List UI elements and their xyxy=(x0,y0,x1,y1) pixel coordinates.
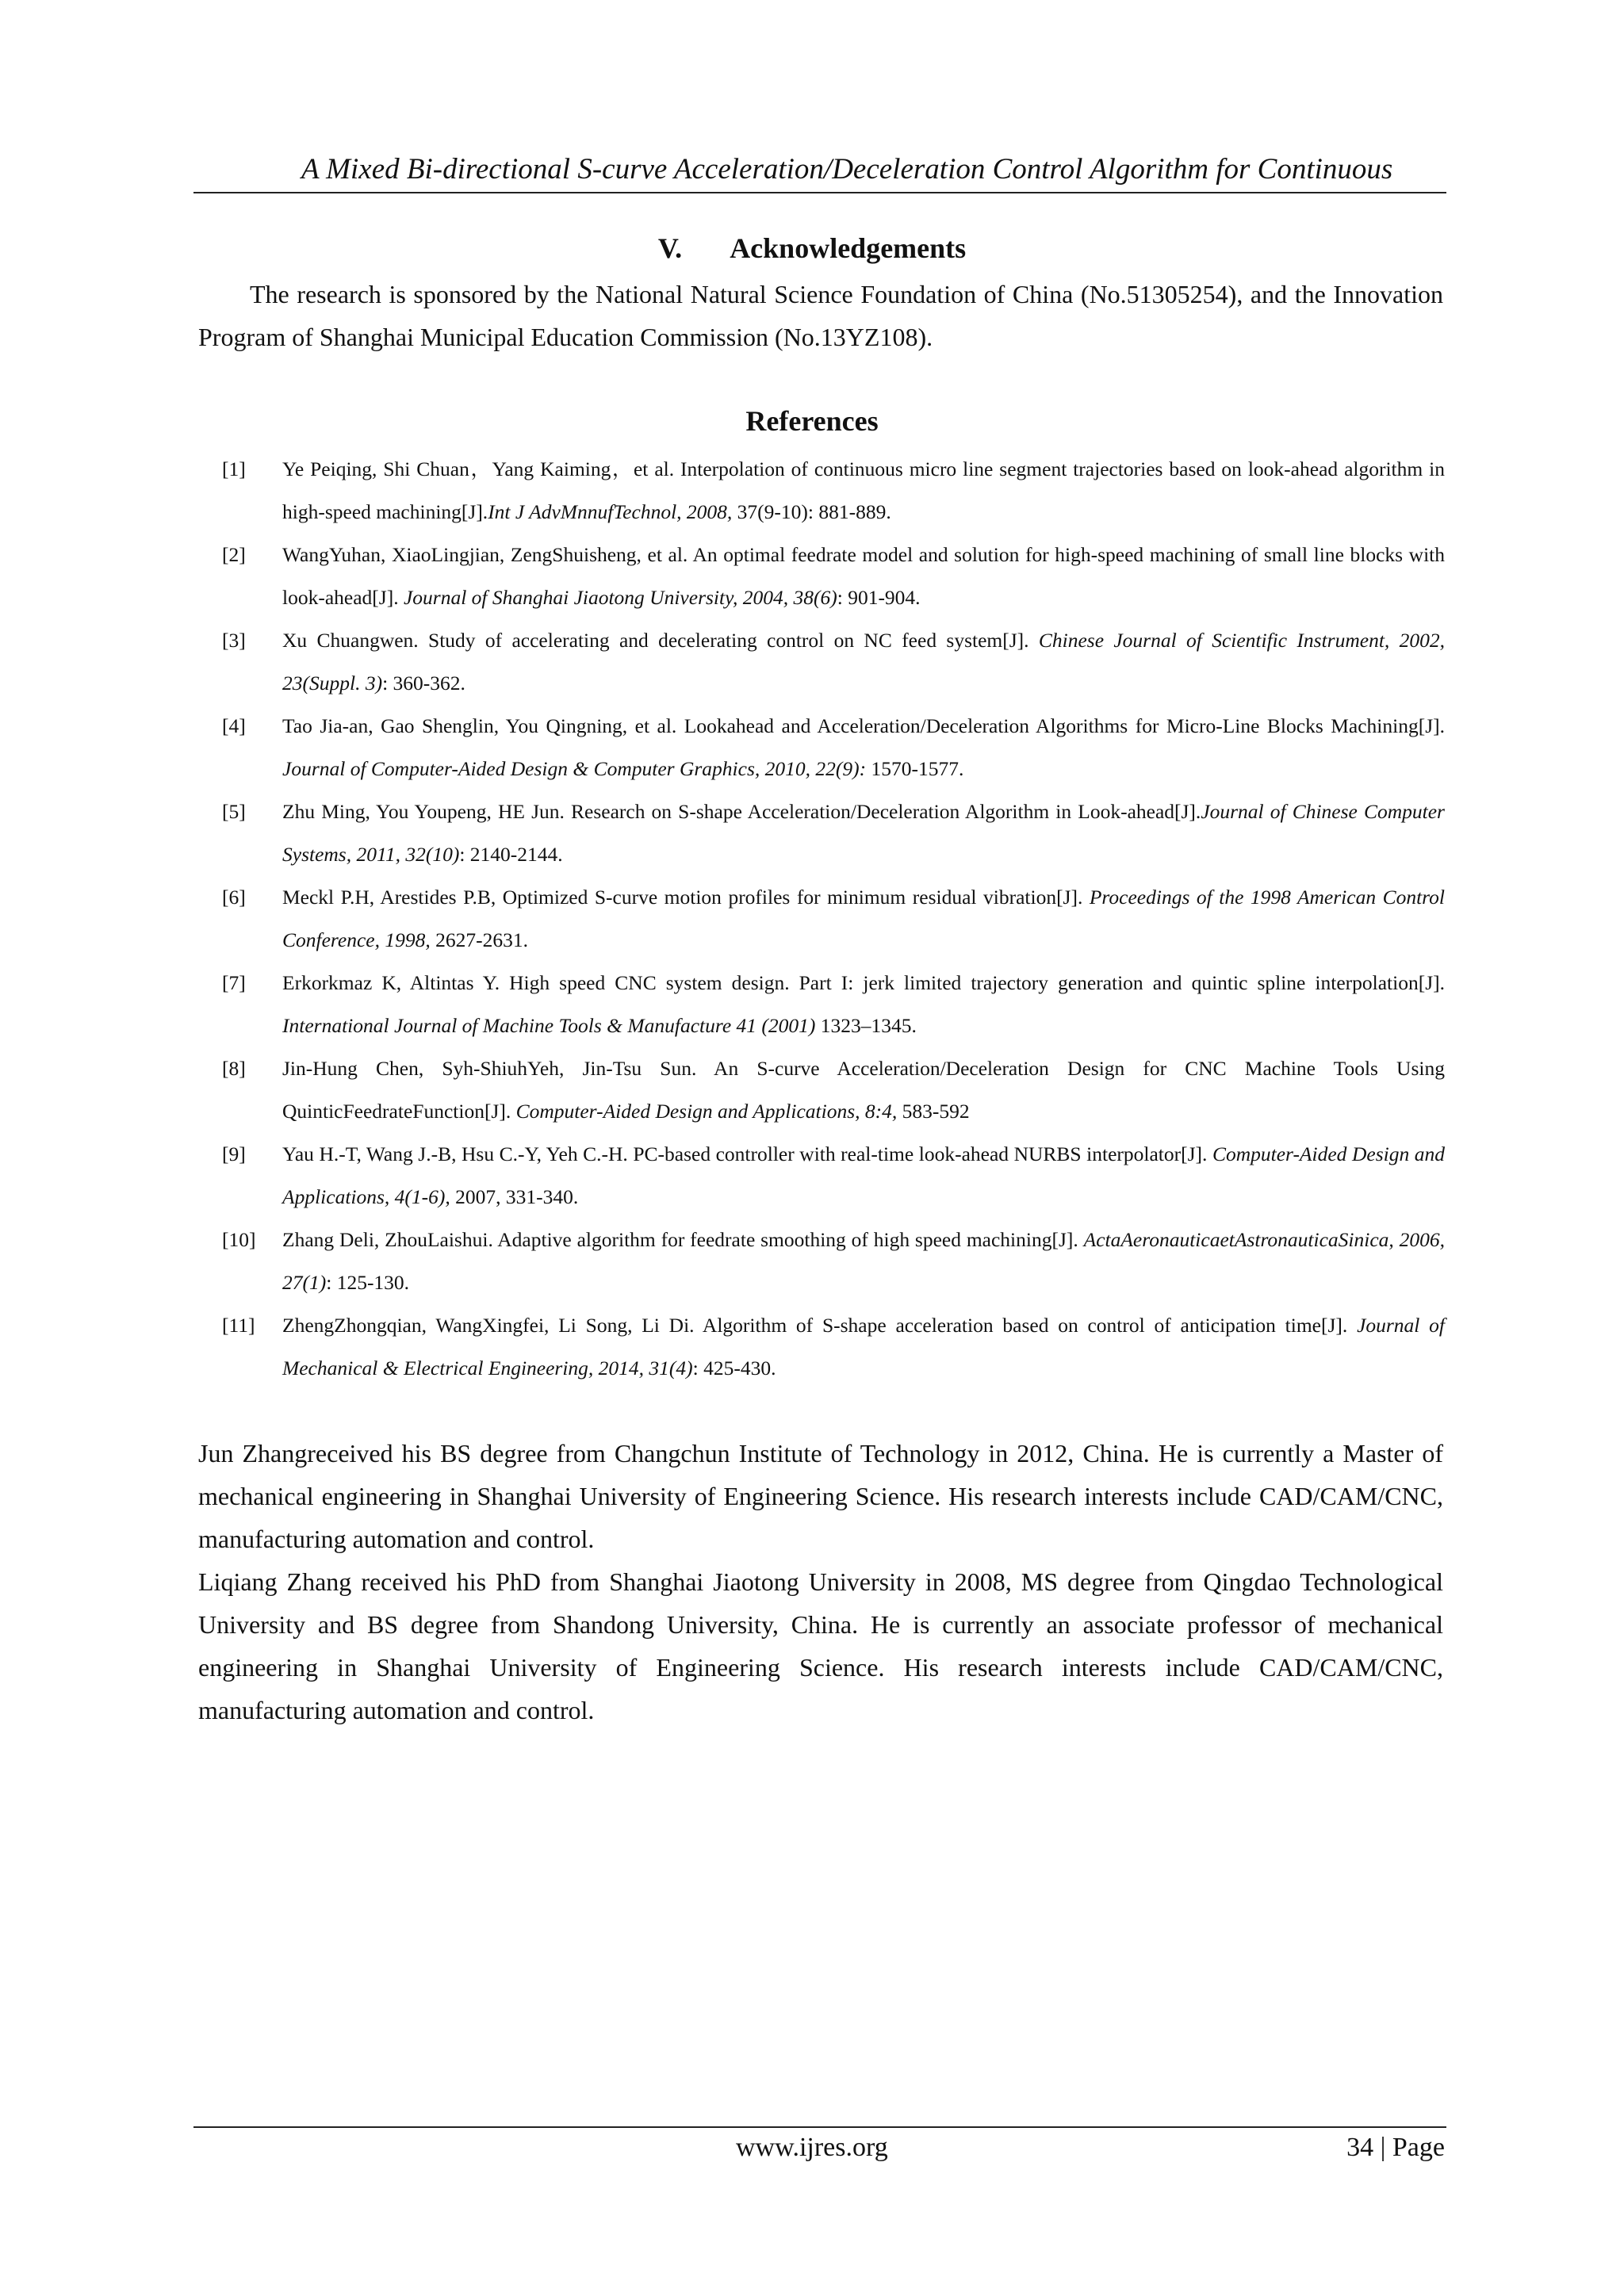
reference-number: [5] xyxy=(222,800,246,823)
reference-number: [2] xyxy=(222,543,246,566)
reference-number: [7] xyxy=(222,971,246,994)
reference-journal: Journal of Mechanical & Electrical Engineering, 2014, 31(4) xyxy=(282,1314,1445,1380)
header-divider xyxy=(193,192,1446,193)
reference-journal: Journal of Computer-Aided Design & Computer Graphics, 2010, 22(9): xyxy=(282,757,867,780)
reference-authors-title: Zhang Deli, ZhouLaishui. Adaptive algorithm for feedrate smoothing of high speed machining[J]. xyxy=(282,1228,1084,1251)
reference-number: [9] xyxy=(222,1142,246,1165)
reference-text xyxy=(282,1304,1445,1390)
reference-authors-title: Ye Peiqing, Shi Chuan，Yang Kaiming，et al. Interpolation of continuous micro line segment trajectories based on look-ahead algorithm in high-speed machining[J]. xyxy=(282,457,1445,523)
reference-item xyxy=(222,1133,1445,1219)
reference-journal: Journal of Chinese Computer Systems, 2011, 32(10) xyxy=(282,800,1445,866)
reference-authors-title: Yau H.-T, Wang J.-B, Hsu C.-Y, Yeh C.-H. PC-based controller with real-time look-ahead NURBS interpolator[J]. xyxy=(282,1142,1212,1165)
reference-journal: International Journal of Machine Tools & Manufacture 41 (2001) xyxy=(282,1014,816,1037)
reference-number: [1] xyxy=(222,457,246,480)
references-heading: References xyxy=(745,405,879,437)
reference-number: [4] xyxy=(222,714,246,737)
section-title: Acknowledgements xyxy=(730,232,967,264)
reference-item xyxy=(222,962,1445,1047)
footer-url: www.ijres.org xyxy=(736,2133,888,2162)
reference-text xyxy=(282,1047,1445,1133)
reference-authors-title: Zhu Ming, You Youpeng, HE Jun. Research on S-shape Acceleration/Deceleration Algorithm in Look-ahead[J]. xyxy=(282,800,1201,823)
reference-text xyxy=(282,1133,1445,1219)
reference-pages: 1570-1577. xyxy=(866,757,964,780)
reference-pages: : 360-362. xyxy=(382,672,465,695)
reference-item xyxy=(222,790,1445,876)
author-bio-liqiang-zhang: Liqiang Zhang received his PhD from Shanghai Jiaotong University in 2008, MS degree from Qingdao Technological University and BS degree from Shandong University, China. He is currently an associate professor of mechanical engineering in Shanghai University of Engineering Science. His research interests include CAD/CAM/CNC, manufacturing automation and control. xyxy=(198,1567,1443,1724)
reference-item xyxy=(222,1304,1445,1390)
reference-text xyxy=(282,1219,1445,1304)
reference-authors-title: Erkorkmaz K, Altintas Y. High speed CNC system design. Part I: jerk limited trajectory generation and quintic spline interpolation[J]. xyxy=(282,971,1445,994)
reference-text xyxy=(282,962,1445,1047)
reference-authors-title: Jin-Hung Chen, Syh-ShiuhYeh, Jin-Tsu Sun. An S-curve Acceleration/Deceleration Design for CNC Machine Tools Using QuinticFeedrateFunction[J]. xyxy=(282,1057,1445,1123)
reference-pages: 37(9-10): 881-889. xyxy=(732,500,891,523)
reference-text xyxy=(282,705,1445,790)
reference-journal: Computer-Aided Design and Applications, 4(1-6), xyxy=(282,1142,1446,1208)
reference-journal: Journal of Shanghai Jiaotong University, 2004, 38(6) xyxy=(403,586,837,609)
reference-journal: Proceedings of the 1998 American Control Conference, 1998, xyxy=(282,886,1445,951)
reference-number: [10] xyxy=(222,1228,256,1251)
reference-item xyxy=(222,534,1445,619)
reference-authors-title: ZhengZhongqian, WangXingfei, Li Song, Li Di. Algorithm of S-shape acceleration based on control of anticipation time[J]. xyxy=(282,1314,1358,1337)
page-number: 34 | Page xyxy=(1346,2133,1445,2162)
reference-number: [3] xyxy=(222,629,246,652)
reference-authors-title: Tao Jia-an, Gao Shenglin, You Qingning, et al. Lookahead and Acceleration/Deceleration Algorithms for Micro-Line Blocks Machining[J]. xyxy=(282,714,1445,737)
reference-text xyxy=(282,876,1445,962)
reference-item xyxy=(222,619,1445,705)
reference-pages: : 125-130. xyxy=(326,1271,410,1294)
reference-item xyxy=(222,1047,1445,1133)
reference-text xyxy=(282,448,1445,534)
reference-pages: 2007, 331-340. xyxy=(450,1185,579,1208)
reference-pages: : 901-904. xyxy=(837,586,921,609)
reference-pages: 1323–1345. xyxy=(815,1014,917,1037)
reference-item xyxy=(222,1219,1445,1304)
reference-authors-title: Meckl P.H, Arestides P.B, Optimized S-curve motion profiles for minimum residual vibration[J]. xyxy=(282,886,1090,909)
reference-text xyxy=(282,534,1445,619)
reference-journal: Computer-Aided Design and Applications, 8:4, xyxy=(515,1100,898,1123)
reference-journal: ActaAeronauticaetAstronauticaSinica, 2006, 27(1) xyxy=(282,1228,1446,1294)
reference-pages: : 425-430. xyxy=(692,1357,776,1380)
reference-number: [6] xyxy=(222,886,246,909)
reference-pages: : 2140-2144. xyxy=(459,843,563,866)
reference-item xyxy=(222,448,1445,534)
reference-pages: 583-592 xyxy=(897,1100,970,1123)
reference-authors-title: WangYuhan, XiaoLingjian, ZengShuisheng, et al. An optimal feedrate model and solution for high-speed machining of small line blocks with look-ahead[J]. xyxy=(282,543,1445,609)
reference-journal: Int J AdvMnnufTechnol, 2008, xyxy=(488,500,733,523)
acknowledgements-body: The research is sponsored by the National Natural Science Foundation of China (No.51305254), and the Innovation Program of Shanghai Municipal Education Commission (No.13YZ108). xyxy=(198,280,1443,351)
reference-text xyxy=(282,619,1445,705)
reference-authors-title: Xu Chuangwen. Study of accelerating and decelerating control on NC feed system[J]. xyxy=(282,629,1039,652)
references-list xyxy=(222,448,1445,1390)
footer-divider xyxy=(193,2126,1446,2128)
acknowledgements-heading xyxy=(0,232,1624,265)
reference-item xyxy=(222,876,1445,962)
reference-number: [8] xyxy=(222,1057,246,1080)
reference-journal: Chinese Journal of Scientific Instrument, 2002, 23(Suppl. 3) xyxy=(282,629,1445,695)
reference-number: [11] xyxy=(222,1314,255,1337)
reference-text xyxy=(282,790,1445,876)
reference-pages: 2627-2631. xyxy=(430,928,528,951)
section-number: V. xyxy=(657,232,683,264)
author-bio-jun-zhang: Jun Zhangreceived his BS degree from Changchun Institute of Technology in 2012, China. He is currently a Master of mechanical engineering in Shanghai University of Engineering Science. His research interests include CAD/CAM/CNC, manufacturing automation and control. xyxy=(198,1439,1443,1553)
running-header-title: A Mixed Bi-directional S-curve Acceleration/Deceleration Control Algorithm for Continuous xyxy=(301,153,1393,186)
reference-item xyxy=(222,705,1445,790)
